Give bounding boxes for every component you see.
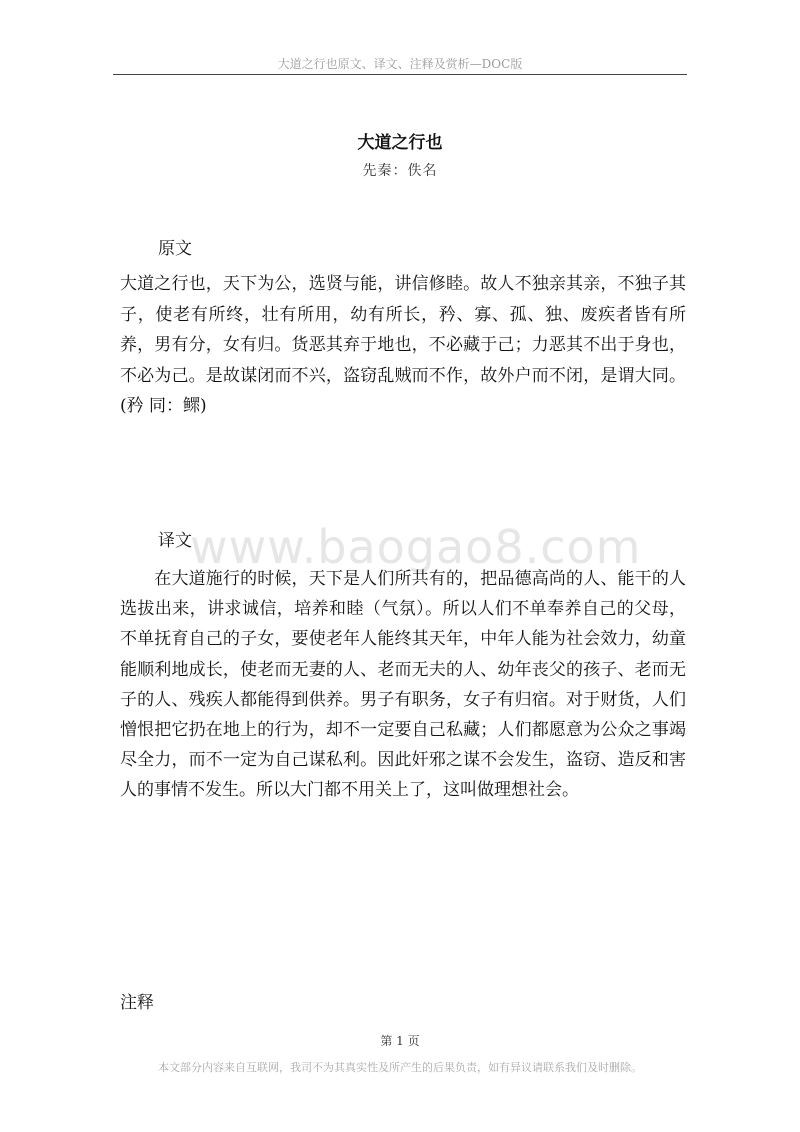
watermark: www.baogao8.com (190, 520, 642, 574)
page-number: 第 1 页 (380, 1034, 420, 1048)
section-heading-translation: 译文 (158, 531, 192, 551)
header-divider (113, 74, 687, 75)
original-text: 大道之行也，天下为公，选贤与能，讲信修睦。故人不独亲其亲，不独子其子，使老有所终，壮有所用，幼有所长，矜、寡、孤、独、废疾者皆有所养，男有分，女有归。货恶其弃于地也，不必藏于己；力恶其不出于身也，不必为己。是故谋闭而不兴，盗窃乱贼而不作，故外户而不闭，是谓大同。(矜 同：鳏) (120, 274, 686, 416)
section-heading-notes: 注释 (120, 993, 154, 1013)
footer-disclaimer: 本文部分内容来自互联网，我司不为其真实性及所产生的后果负责，如有异议请联系我们及时删除。 (158, 1061, 642, 1074)
section-heading-original: 原文 (158, 239, 192, 259)
page-header: 大道之行也原文、译文、注释及赏析—DOC版 (277, 57, 523, 71)
author-line: 先秦：佚名 (362, 163, 438, 179)
translation-text: 在大道施行的时候，天下是人们所共有的，把品德高尚的人、能干的人选拔出来，讲求诚信，培养和睦（气氛）。所以人们不单奉养自己的父母，不单抚育自己的子女，要使老年人能终其天年，中年人能为社会效力，幼童能顺利地成长，使老而无妻的人、老而无夫的人、幼年丧父的孩子、老而无子的人、残疾人都能得到供养。男子有职务，女子有归宿。对于财货，人们憎恨把它扔在地上的行为，却不一定要自己私藏；人们都愿意为公众之事竭尽全力，而不一定为自己谋私利。因此奸邪之谋不会发生，盗窃、造反和害人的事情不发生。所以大门都不用关上了，这叫做理想社会。 (120, 569, 686, 801)
page-title: 大道之行也 (357, 133, 443, 153)
